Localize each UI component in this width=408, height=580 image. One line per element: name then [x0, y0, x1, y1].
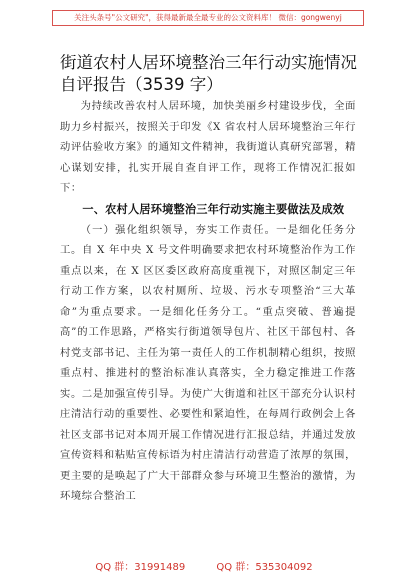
document-body	[60, 96, 356, 507]
document-title: 街道农村人居环境整治三年行动实施情况自评报告（3539 字）	[60, 53, 357, 94]
footer	[0, 558, 408, 573]
section-heading: 一、农村人居环境整治三年行动实施主要做法及成效	[82, 202, 345, 216]
intro-paragraph: 为持续改善农村人居环境，加快美丽乡村建设步伐，全面助力乡村振兴，按照关于印发《X 省农村人居环境整治三年行动评估验收方案》的通知文件精神，我街道认真研究部署，精心谋划安排，扎实开展自查自评工作，现将工作情况汇报如下：	[60, 100, 356, 194]
footer-qq-group-1: QQ 群：31991489	[95, 562, 186, 573]
section-paragraph: （一）强化组织领导，夯实工作责任。一是细化任务分工。自 X 年中央 X 号文件明确要求把农村环境整治作为工作重点以来，在 X 区区委区政府高度重视下，对照区制定三年行动工作方案，以农村厕所、垃圾、污水专项整治“三大革命”为重点要求。一是细化任务分工。“重点突破、普遍提高”的工作思路，严格实行街道领导包片、社区干部包村、各村党支部书记、主任为第一责任人的工作机制精心组织，按照重点村、推进村的整治标准认真落实，全力稳定推进工作落实。二是加强宣传引导。为使广大街道和社区干部充分认识村庄清洁行动的重要性、必要性和紧迫性，在每周行政例会上各社区支部书记对本周开展工作情况进行汇报总结，并通过发放宣传资料和粘贴宣传标语为村庄清洁行动营造了浓厚的氛围，更主要的是唤起了广大干部群众参与环境卫生整治的激情，为环境综合整治工	[60, 223, 356, 502]
footer-qq-group-2: QQ 群：535304092	[216, 562, 313, 573]
promo-banner: 关注头条号"公文研究"，获得最新最全最专业的公文资料库！ 微信：gongwenyj	[52, 10, 364, 26]
